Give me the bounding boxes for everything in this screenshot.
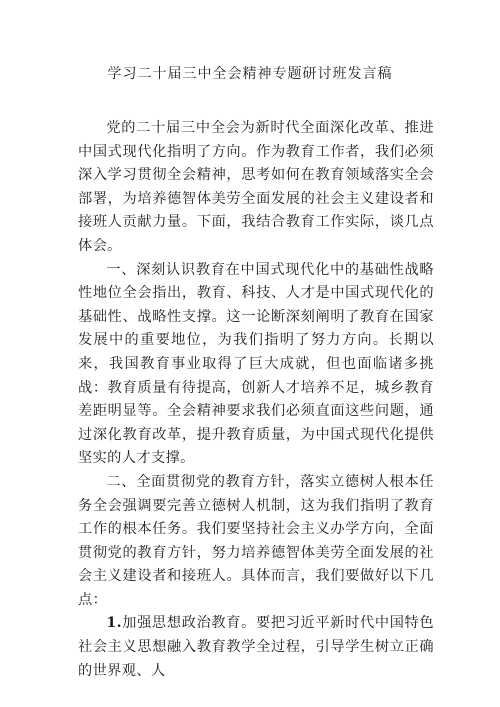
paragraph-intro: 党的二十届三中全会为新时代全面深化改革、推进中国式现代化指明了方向。作为教育工作者，我们必须深入学习贯彻全会精神，思考如何在教育领域落实全会部署，为培养德智体美劳全面发展的社会主义建设者和接班人贡献力量。下面，我结合教育工作实际，谈几点体会。: [78, 120, 434, 254]
document-title: 学习二十届三中全会精神专题研讨班发言稿: [107, 66, 393, 82]
list-item-text: 加强思想政治教育。要把习近平新时代中国特色社会主义思想融入教育教学全过程，引导学生树立正确的世界观、人: [78, 615, 434, 679]
paragraph-section-two: 二、全面贯彻党的教育方针，落实立德树人根本任务全会强调要完善立德树人机制，这为我们指明了教育工作的根本任务。我们要坚持社会主义办学方向，全面贯彻党的教育方针，努力培养德智体美劳全面发展的社会主义建设者和接班人。具体而言，我们要做好以下几点：: [78, 473, 434, 608]
paragraph-section-one: 一、深刻认识教育在中国式现代化中的基础性战略性地位全会指出，教育、科技、人才是中国式现代化的基础性、战略性支撑。这一论断深刻阐明了教育在国家发展中的重要地位，为我们指明了努力方向。长期以来，我国教育事业取得了巨大成就，但也面临诸多挑战：教育质量有待提高，创新人才培养不足，城乡教育差距明显等。全会精神要求我们必须直面这些问题，通过深化教育改革，提升教育质量，为中国式现代化提供坚实的人才支撑。: [78, 261, 434, 467]
list-item: [78, 612, 434, 683]
document-body: [78, 117, 434, 683]
list-item-number: 1.: [106, 615, 123, 632]
